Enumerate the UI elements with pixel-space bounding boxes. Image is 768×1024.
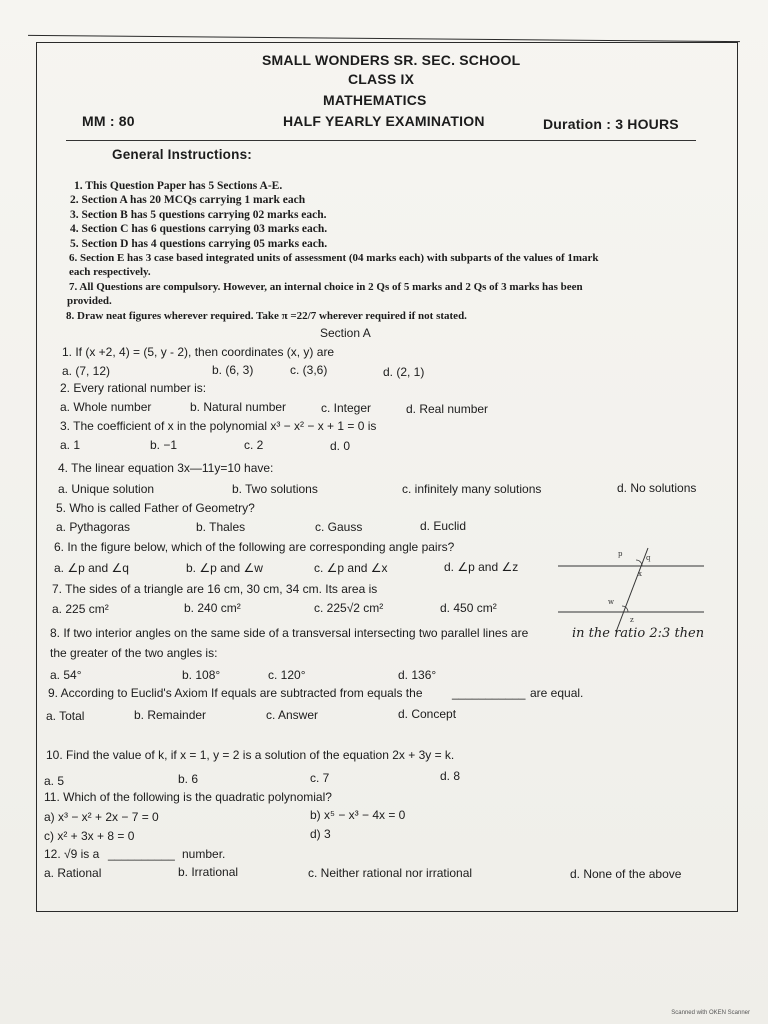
option-b: b. 108°	[182, 668, 221, 682]
option-a: a. Whole number	[60, 400, 152, 414]
option-b: b. Natural number	[190, 400, 287, 414]
option-d: d. 450 cm²	[440, 601, 497, 615]
option-a: a. Rational	[44, 866, 102, 880]
question-text: 7. The sides of a triangle are 16 cm, 30 cm, 34 cm. Its area is	[52, 582, 378, 596]
option-b: b. (6, 3)	[212, 363, 254, 377]
option-a: a. Total	[46, 709, 85, 723]
answer-blank: __________	[108, 847, 175, 861]
option-b: b. Irrational	[178, 865, 239, 879]
instruction-item: provided.	[67, 295, 112, 307]
option-d: d. None of the above	[570, 867, 682, 881]
option-c: c. 120°	[268, 668, 306, 682]
instruction-item: 6. Section E has 3 case based integrated units of assessment (04 marks each) with subparts of the values of 1mark	[69, 252, 599, 264]
question-text-continued: the greater of the two angles is:	[50, 646, 218, 660]
exam-title: HALF YEARLY EXAMINATION	[283, 113, 485, 129]
option-b: b. Thales	[196, 520, 246, 534]
option-c: c. Integer	[321, 401, 372, 415]
option-d: d. 8	[440, 769, 461, 783]
instruction-item: 1. This Question Paper has 5 Sections A-E.	[74, 180, 283, 192]
question-text: 9. According to Euclid's Axiom If equals are subtracted from equals the	[48, 686, 423, 700]
question-text: 1. If (x +2, 4) = (5, y - 2), then coordinates (x, y) are	[62, 345, 335, 359]
option-c: c. Answer	[266, 708, 319, 722]
question-text: 11. Which of the following is the quadratic polynomial?	[44, 790, 332, 804]
figure-label-p: p	[618, 550, 623, 558]
option-a: a. Pythagoras	[56, 520, 131, 534]
instructions-title: General Instructions:	[112, 147, 252, 162]
question-text: 6. In the figure below, which of the following are corresponding angle pairs?	[54, 540, 455, 554]
instruction-item: 5. Section D has 4 questions carrying 05 marks each.	[70, 238, 328, 250]
instruction-item: 2. Section A has 20 MCQs carrying 1 mark each	[70, 194, 306, 206]
figure-label-w: w	[608, 598, 614, 606]
option-c: c. infinitely many solutions	[402, 482, 542, 496]
figure-label-z: z	[630, 616, 634, 624]
option-d: d) 3	[310, 827, 331, 841]
option-c: c) x² + 3x + 8 = 0	[44, 829, 135, 843]
option-d: d. Euclid	[420, 519, 467, 533]
question-text: 4. The linear equation 3x—11y=10 have:	[58, 461, 274, 475]
figure-label-q: q	[646, 554, 651, 562]
option-a: a. 54°	[50, 668, 82, 682]
option-d: d. No solutions	[617, 481, 697, 495]
option-c: c. Gauss	[315, 520, 363, 534]
figure-label-x: x	[638, 570, 642, 578]
option-b: b. ∠p and ∠w	[186, 561, 263, 575]
option-a: a. Unique solution	[58, 482, 155, 496]
option-b: b. Two solutions	[232, 482, 318, 496]
handwritten-note: in the ratio 2:3 then	[572, 626, 705, 641]
question-text: 12. √9 is a	[44, 847, 100, 861]
option-c: c. (3,6)	[290, 363, 328, 377]
option-d: d. 0	[330, 439, 351, 453]
option-a: a. 5	[44, 774, 65, 788]
option-a: a. (7, 12)	[62, 364, 111, 378]
option-d: d. Real number	[406, 402, 489, 416]
option-b: b. 6	[178, 772, 199, 786]
option-c: c. 225√2 cm²	[314, 601, 384, 615]
instruction-item: 7. All Questions are compulsory. However, an internal choice in 2 Qs of 5 marks and 2 Qs of 3 marks has been	[69, 281, 583, 293]
option-d: d. 136°	[398, 668, 437, 682]
question-tail: are equal.	[530, 686, 584, 700]
instruction-item: 8. Draw neat figures wherever required. Take π =22/7 wherever required if not stated.	[66, 310, 467, 322]
option-a: a. ∠p and ∠q	[54, 561, 129, 575]
option-c: c. Neither rational nor irrational	[308, 866, 473, 880]
subject-name: MATHEMATICS	[323, 92, 427, 108]
question-text: 10. Find the value of k, if x = 1, y = 2 is a solution of the equation 2x + 3y = k.	[46, 748, 455, 762]
option-d: d. ∠p and ∠z	[444, 560, 519, 574]
duration: Duration : 3 HOURS	[543, 116, 679, 132]
question-tail: number.	[182, 847, 226, 861]
option-d: d. (2, 1)	[383, 365, 425, 379]
question-text: 2. Every rational number is:	[60, 381, 207, 395]
option-b: b. −1	[150, 438, 178, 452]
transversal-figure	[556, 546, 706, 636]
header-divider	[66, 140, 696, 141]
instruction-item: 3. Section B has 5 questions carrying 02 marks each.	[70, 209, 327, 221]
option-b: b) x⁵ − x³ − 4x = 0	[310, 808, 406, 822]
option-a: a) x³ − x² + 2x − 7 = 0	[44, 810, 159, 824]
option-a: a. 225 cm²	[52, 602, 109, 616]
answer-blank: ___________	[452, 686, 526, 700]
class-name: CLASS IX	[348, 71, 415, 87]
section-heading: Section A	[320, 326, 371, 340]
page-border	[36, 42, 738, 912]
question-text: 3. The coefficient of x in the polynomial x³ − x² − x + 1 = 0 is	[60, 419, 377, 433]
max-marks: MM : 80	[82, 113, 135, 129]
option-c: c. ∠p and ∠x	[314, 561, 388, 575]
option-b: b. 240 cm²	[184, 601, 241, 615]
question-text: 5. Who is called Father of Geometry?	[56, 501, 255, 515]
option-d: d. Concept	[398, 707, 457, 721]
option-b: b. Remainder	[134, 708, 207, 722]
scanner-watermark: Scanned with OKEN Scanner	[671, 1010, 750, 1016]
option-c: c. 7	[310, 771, 330, 785]
instruction-item: each respectively.	[69, 266, 151, 278]
school-name: SMALL WONDERS SR. SEC. SCHOOL	[262, 52, 521, 68]
instruction-item: 4. Section C has 6 questions carrying 03 marks each.	[70, 223, 328, 235]
option-c: c. 2	[244, 438, 264, 452]
question-text: 8. If two interior angles on the same side of a transversal intersecting two parallel lines are	[50, 626, 529, 640]
option-a: a. 1	[60, 438, 81, 452]
